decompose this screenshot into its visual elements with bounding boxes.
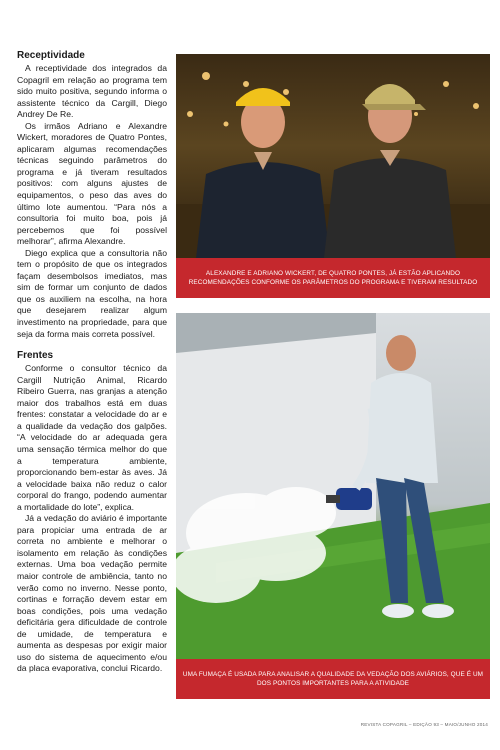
paragraph: Já a vedação do aviário é importante para propiciar uma entrada de ar correta no ambiente e melhorar o isolamento em relação às condições externas. Uma boa vedação permite maior controle de ambiência, tanto no verão como no inverno. Nesse ponto, cortinas e forração devem estar em boas condições, pois uma vedação deficitária gera dificuldade de controle de umidade, de temperatura e aumenta as despesas por exigir maior uso do sistema de aquecimento e/ou da placa evaporativa, conclui Ricardo. — [17, 513, 167, 674]
section-heading-receptividade: Receptividade — [17, 50, 85, 61]
photo-farmers — [176, 54, 490, 258]
paragraph: A receptividade dos integrados da Copagril em relação ao programa tem sido muito positiva, segundo informa o assistente técnico da Cargill, Diego Andrey De Re. — [17, 63, 167, 120]
photo-smoke-test — [176, 313, 490, 659]
photo-caption: ALEXANDRE E ADRIANO WICKERT, DE QUATRO PONTES, JÁ ESTÃO APLICANDO RECOMENDAÇÕES CONFORME OS PARÂMETROS DO PROGRAMA E TIVERAM RESULTADO — [176, 258, 490, 298]
section-heading-frentes: Frentes — [17, 350, 54, 362]
page-footer: REVISTA COPAGRIL – EDIÇÃO 93 – MAIO/JUNHO 2014 — [360, 722, 488, 727]
paragraph: Os irmãos Adriano e Alexandre Wickert, moradores de Quatro Pontes, aplicaram algumas recomendações técnicas seguindo parâmetros do programa e já tiveram resultados positivos: com alguns ajustes de equipamentos, o peso das aves do último lote aumentou. “Para nós a consultoria foi muito boa, pois já percebemos que foi possível melhorar”, afirma Alexandre. — [17, 120, 167, 247]
paragraph: Diego explica que a consultoria não tem o propósito de que os integrados façam desembolsos imediatos, mas sim de formar um conjunto de dados que os auxiliem na escolha, na hora que desejarem realizar algum investimento na propriedade, para que seja da forma mais correta possível. — [17, 247, 167, 339]
photo-farmers-illustration — [176, 54, 490, 258]
article-text-column — [17, 50, 167, 675]
paragraph: Conforme o consultor técnico da Cargill Nutrição Animal, Ricardo Ribeiro Guerra, nas granjas a atenção maior dos trabalhos está em duas frentes: constatar a velocidade do ar e a qualidade da vedação dos galpões. “A velocidade do ar adequada gera uma sensação térmica melhor do que a temperatura ambiente, proporcionando bem-estar às aves. Já a velocidade baixa não reduz o calor corporal do frango, podendo aumentar a mortalidade do lote”, explica. — [17, 363, 167, 512]
photo-caption: UMA FUMAÇA É USADA PARA ANALISAR A QUALIDADE DA VEDAÇÃO DOS AVIÁRIOS, QUE É UM DOS PONTOS IMPORTANTES PARA A ATIVIDADE — [176, 659, 490, 699]
photo-smoke-test-illustration — [176, 313, 490, 659]
